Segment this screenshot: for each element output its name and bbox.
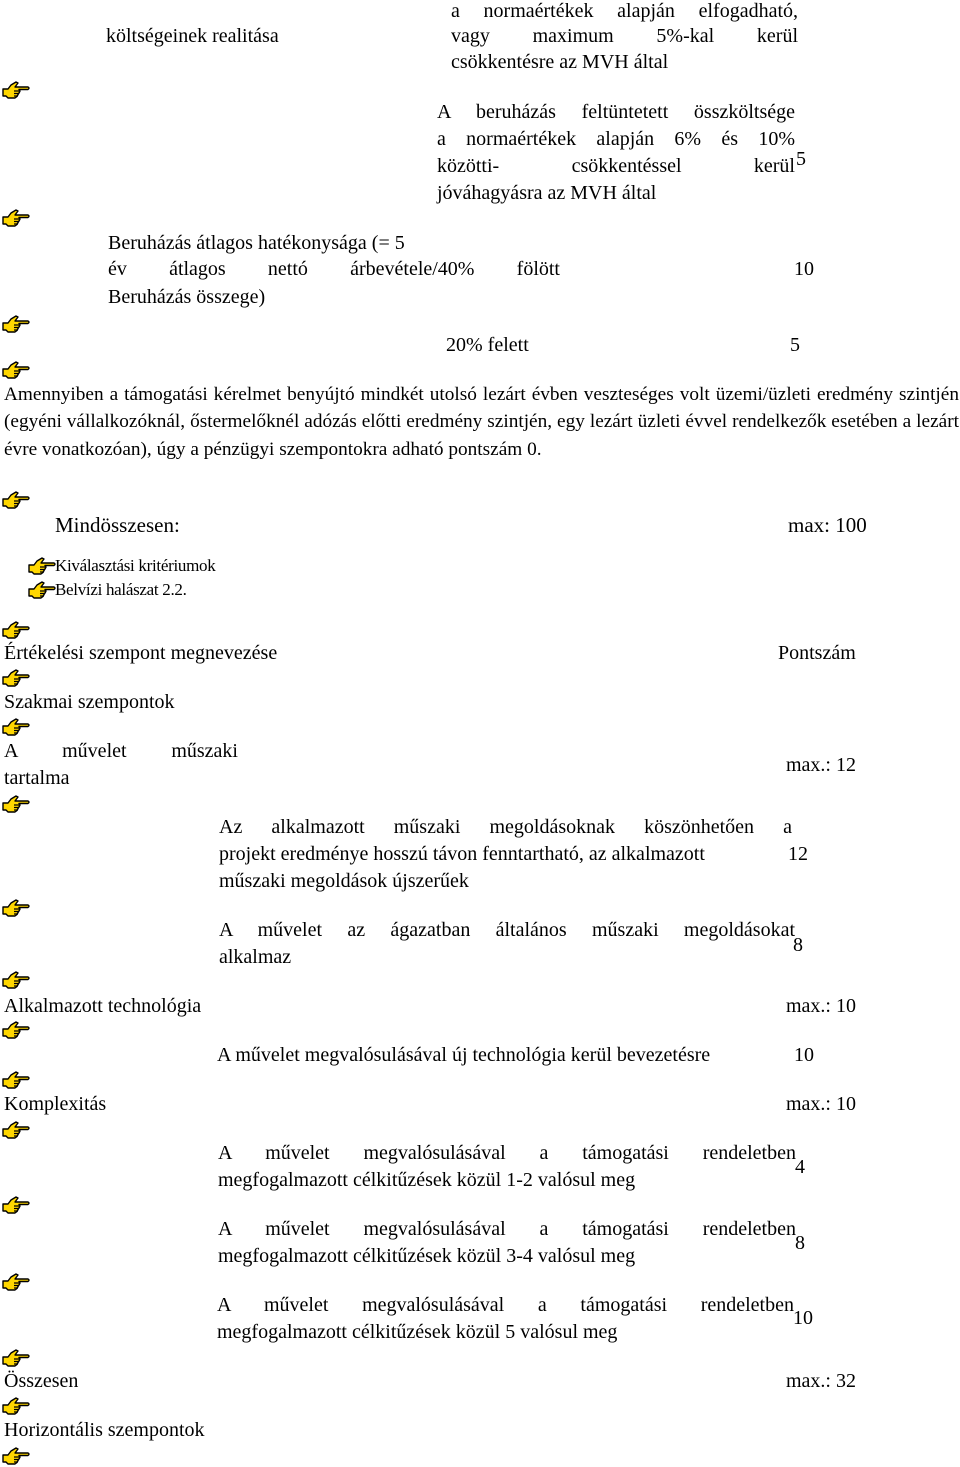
criterion-text-line: év átlagos nettó árbevétele/40% fölött: [108, 258, 560, 280]
score-value: 4: [795, 1156, 805, 1178]
pointing-hand-icon: [2, 314, 30, 334]
criterion-text-line: A művelet megvalósulásával a támogatási rendeletben: [217, 1294, 794, 1316]
total-label: Mindösszesen:: [55, 513, 180, 537]
criterion-text-line: a normaértékek alapján 6% és 10%: [437, 128, 795, 150]
pointing-hand-icon: [2, 794, 30, 814]
criterion-text-line: A művelet az ágazatban általános műszaki megoldásokat: [219, 919, 795, 941]
pointing-hand-icon: [2, 1195, 30, 1215]
sum-label: Összesen: [4, 1370, 79, 1392]
section-professional: Szakmai szempontok: [4, 691, 175, 713]
pointing-hand-icon: [2, 1446, 30, 1466]
pointing-hand-icon: [2, 970, 30, 990]
criterion-text-line: projekt eredménye hosszú távon fenntartható, az alkalmazott: [219, 843, 705, 865]
section-horizontal: Horizontális szempontok: [4, 1419, 205, 1441]
max-score: max.: 10: [786, 995, 856, 1017]
criterion-text-line: megfogalmazott célkitűzések közül 5 valósul meg: [217, 1321, 618, 1343]
pointing-hand-icon: [2, 1272, 30, 1292]
criterion-text-line: műszaki megoldások újszerűek: [219, 870, 469, 892]
pointing-hand-icon: [2, 1396, 30, 1416]
link-selection-criteria[interactable]: Kiválasztási kritériumok: [55, 556, 216, 575]
score-value: 8: [793, 934, 803, 956]
criterion-text-line: Beruházás átlagos hatékonysága (= 5: [108, 232, 405, 254]
criterion-text-line: tartalma: [4, 767, 70, 789]
pointing-hand-icon: [2, 80, 30, 100]
criterion-text-line: megfogalmazott célkitűzések közül 1-2 valósul meg: [218, 1169, 636, 1191]
pointing-hand-icon: [28, 580, 56, 600]
criterion-label: 20% felett: [446, 334, 529, 356]
criterion-text-line: megfogalmazott célkitűzések közül 3-4 valósul meg: [218, 1245, 636, 1267]
max-score: max.: 10: [786, 1093, 856, 1115]
criterion-text-line: jóváhagyásra az MVH által: [437, 182, 657, 204]
pointing-hand-icon: [2, 668, 30, 688]
score-value: 8: [795, 1232, 805, 1254]
criterion-text-line: A művelet megvalósulásával új technológia kerül bevezetésre: [217, 1044, 711, 1066]
sum-max-score: max.: 32: [786, 1370, 856, 1392]
pointing-hand-icon: [2, 717, 30, 737]
pointing-hand-icon: [2, 1348, 30, 1368]
total-value: max: 100: [788, 513, 867, 537]
pointing-hand-icon: [2, 1020, 30, 1040]
score-value: 5: [790, 334, 800, 356]
table-header-score: Pontszám: [778, 642, 856, 664]
criterion-text-line: Beruházás összege): [108, 286, 266, 308]
pointing-hand-icon: [2, 620, 30, 640]
note-paragraph: Amennyiben a támogatási kérelmet benyújtó mindkét utolsó lezárt évben veszteséges volt üzemi/üzleti eredmény szintjén (egyéni vállalkozóknál, őstermelőknél adózás előtti eredmény szintjén, egy lezárt üzleti évvel rendelkezők esetében a lezárt évre vonatkozóan), úgy a pénzügyi szempontokra adható pontszám 0.: [4, 384, 959, 460]
max-score: max.: 12: [786, 754, 856, 776]
score-value: 10: [793, 1307, 813, 1329]
pointing-hand-icon: [2, 1070, 30, 1090]
score-value: 10: [794, 1044, 814, 1066]
criterion-text-line: vagy maximum 5%-kal kerül: [451, 25, 798, 47]
score-value: 10: [794, 258, 814, 280]
criterion-text-line: A művelet megvalósulásával a támogatási rendeletben: [218, 1218, 796, 1240]
score-value: 5: [796, 148, 806, 170]
pointing-hand-icon: [2, 1120, 30, 1140]
score-value: 12: [788, 843, 808, 865]
criterion-text-line: a normaértékek alapján elfogadható,: [451, 0, 798, 22]
pointing-hand-icon: [2, 898, 30, 918]
criterion-text-line: A művelet megvalósulásával a támogatási rendeletben: [218, 1142, 796, 1164]
pointing-hand-icon: [2, 360, 30, 380]
criterion-complexity: Komplexitás: [4, 1093, 107, 1115]
table-header-criterion: Értékelési szempont megnevezése: [4, 642, 278, 664]
pointing-hand-icon: [2, 490, 30, 510]
pointing-hand-icon: [2, 208, 30, 228]
link-inland-fishing[interactable]: Belvízi halászat 2.2.: [55, 580, 187, 599]
criterion-applied-technology: Alkalmazott technológia: [4, 995, 202, 1017]
criterion-text-line: csökkentésre az MVH által: [451, 51, 669, 73]
criterion-label: költségeinek realitása: [106, 25, 279, 47]
criterion-text-line: Az alkalmazott műszaki megoldásoknak köszönhetően a: [219, 816, 792, 838]
criterion-text-line: közötti- csökkentéssel kerül: [437, 155, 795, 177]
criterion-text-line: A beruházás feltüntetett összköltsége: [437, 101, 795, 123]
criterion-text-line: A művelet műszaki: [4, 740, 238, 762]
pointing-hand-icon: [28, 556, 56, 576]
criterion-text-line: alkalmaz: [219, 946, 292, 968]
